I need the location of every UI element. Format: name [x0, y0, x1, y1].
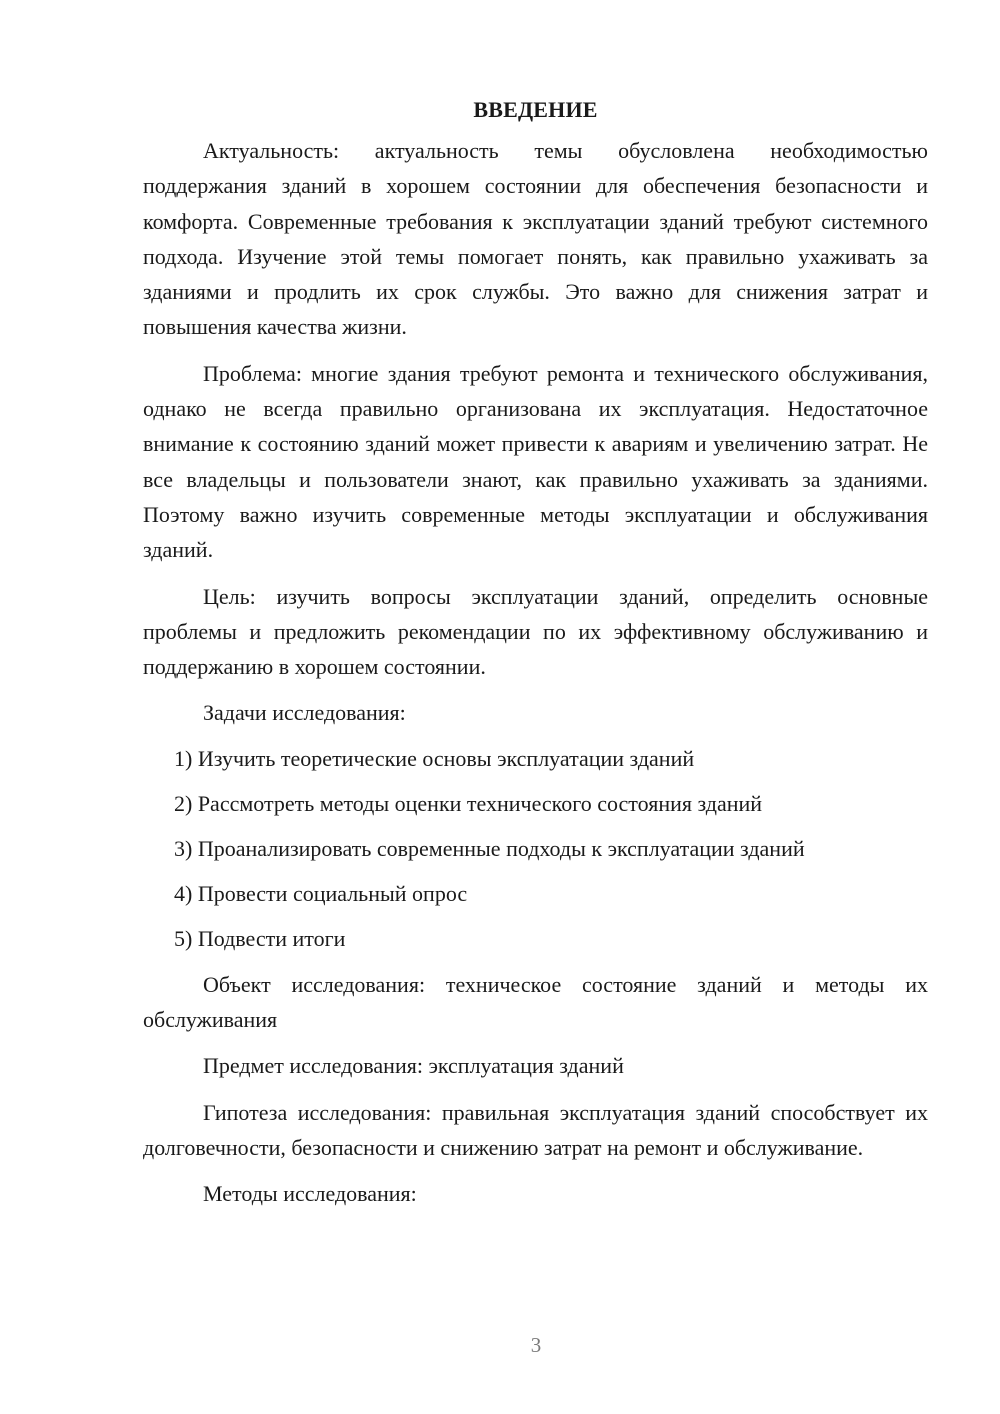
- paragraph-relevance: Актуальность: актуальность темы обусловлена необходимостью поддержания зданий в хорошем состоянии для обеспечения безопасности и комфорта. Современные требования к эксплуатации зданий требуют системного подхода. Изучение этой темы помогает понять, как правильно ухаживать за зданиями и продлить их срок службы. Это важно для снижения затрат и повышения качества жизни.: [143, 138, 928, 340]
- task-item: 2) Рассмотреть методы оценки технического состояния зданий: [174, 790, 763, 816]
- page-title: ВВЕДЕНИЕ: [473, 97, 598, 122]
- tasks-list: [143, 741, 928, 956]
- paragraph-hypothesis: Гипотеза исследования: правильная эксплуатация зданий способствует их долговечности, безопасности и снижению затрат на ремонт и обслуживание.: [143, 1099, 928, 1160]
- task-item: 5) Подвести итоги: [174, 925, 346, 951]
- task-item: 3) Проанализировать современные подходы к эксплуатации зданий: [174, 835, 805, 861]
- methods-heading: Методы исследования:: [203, 1181, 417, 1207]
- paragraph-goal: Цель: изучить вопросы эксплуатации зданий, определить основные проблемы и предложить рекомендации по их эффективному обслуживанию и поддержанию в хорошем состоянии.: [143, 583, 928, 680]
- paragraph-subject: Предмет исследования: эксплуатация зданий: [203, 1053, 624, 1079]
- document-page: [143, 92, 928, 1212]
- paragraph-object: Объект исследования: техническое состояние зданий и методы их обслуживания: [143, 971, 928, 1033]
- task-item: 4) Провести социальный опрос: [174, 880, 468, 906]
- tasks-heading: Задачи исследования:: [203, 700, 406, 726]
- task-item: 1) Изучить теоретические основы эксплуатации зданий: [174, 745, 695, 771]
- page-number: 3: [530, 1333, 542, 1357]
- paragraph-problem: Проблема: многие здания требуют ремонта и технического обслуживания, однако не всегда правильно организована их эксплуатация. Недостаточное внимание к состоянию зданий может привести к авариям и увеличению затрат. Не все владельцы и пользователи знают, как правильно ухаживать за зданиями. Поэтому важно изучить современные методы эксплуатации и обслуживания зданий.: [143, 360, 928, 563]
